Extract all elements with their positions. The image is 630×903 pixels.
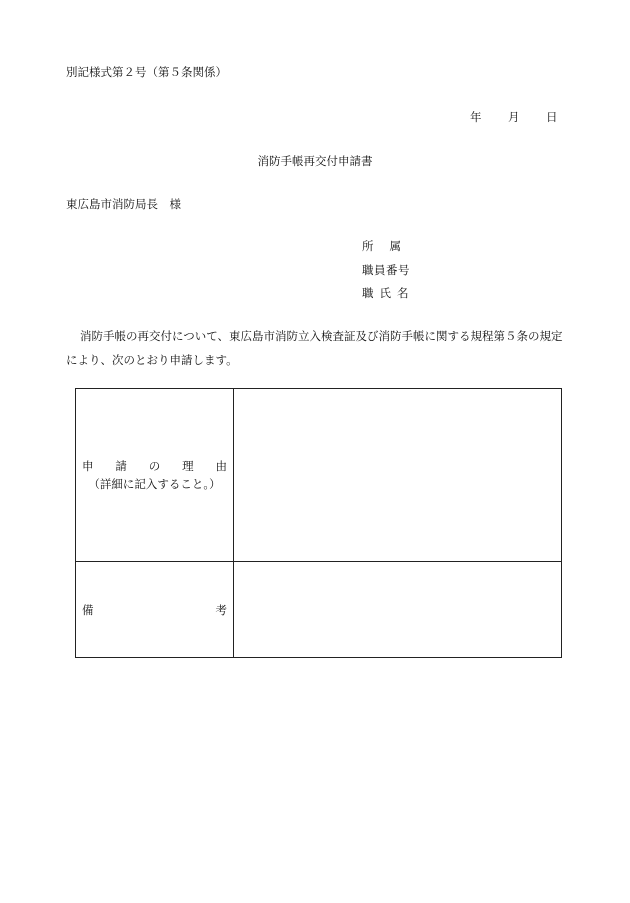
notes-label-cell — [76, 562, 234, 658]
notes-label-right: 考 — [215, 602, 227, 617]
notes-label-left: 備 — [82, 602, 94, 617]
form-number: 別記様式第２号（第５条関係） — [66, 65, 227, 79]
application-statement — [66, 324, 566, 372]
reason-row — [76, 389, 562, 562]
reason-input-cell[interactable] — [234, 389, 562, 562]
notes-label — [82, 602, 227, 618]
reason-note: （詳細に記入すること。） — [88, 477, 221, 491]
document-title: 消防手帳再交付申請書 — [257, 154, 373, 168]
date-month-label: 月 — [508, 110, 520, 124]
notes-row — [76, 562, 562, 658]
application-statement-text: 消防手帳の再交付について、東広島市消防立入検査証及び消防手帳に関する規程第５条の規定により、次のとおり申請します。 — [66, 329, 563, 367]
notes-input-cell[interactable] — [234, 562, 562, 658]
date-line — [470, 109, 558, 125]
affiliation-label: 所属 — [362, 239, 417, 253]
name-label: 職氏名 — [362, 286, 415, 300]
date-day-label: 日 — [546, 110, 558, 124]
application-table — [75, 388, 562, 658]
addressee: 東広島市消防局長 様 — [66, 197, 181, 211]
date-year-label: 年 — [470, 110, 482, 124]
reason-label: 申請の理由 — [82, 459, 227, 473]
reason-label-cell — [76, 389, 234, 562]
staff-number-label: 職員番号 — [362, 263, 410, 277]
